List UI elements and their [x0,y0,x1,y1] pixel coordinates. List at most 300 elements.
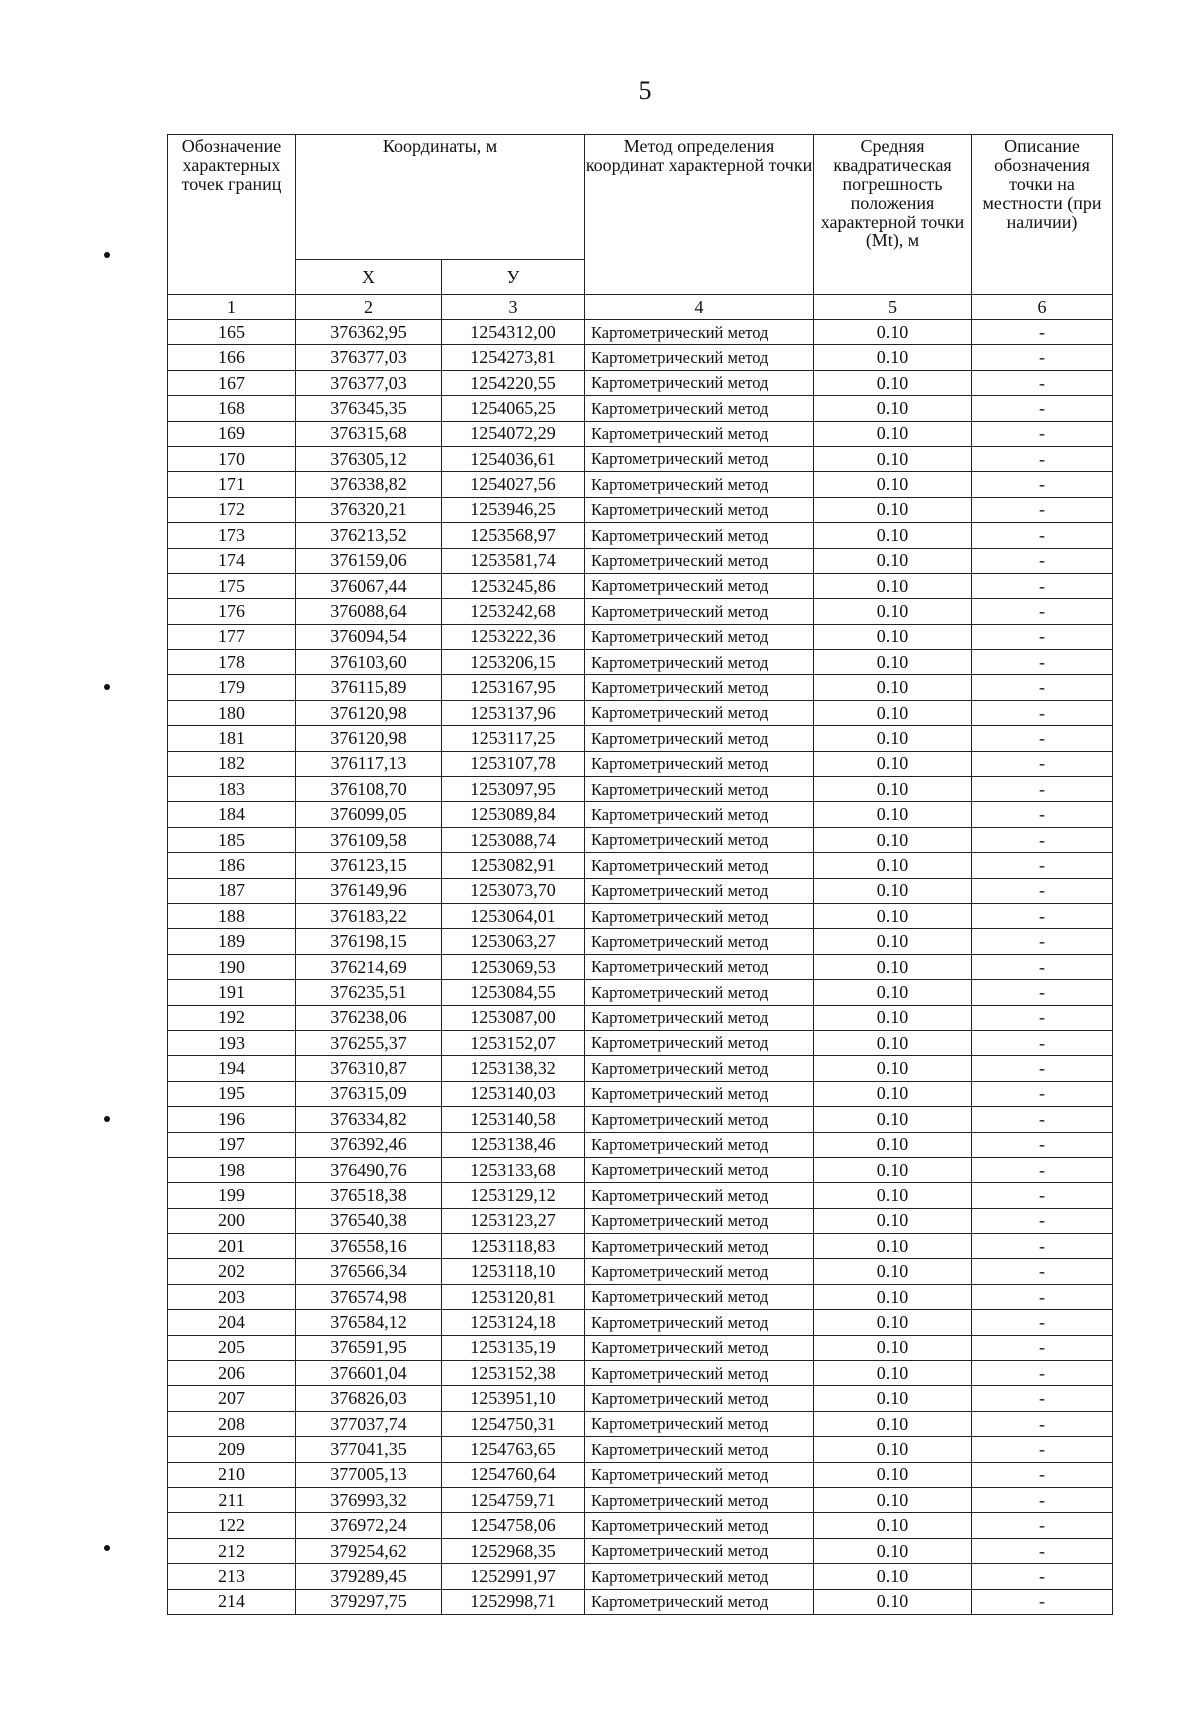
y-coordinate-cell: 1254220,55 [442,370,585,395]
point-cell: 174 [168,548,296,573]
error-cell: 0.10 [814,446,972,471]
y-coordinate-cell: 1253120,81 [442,1284,585,1309]
error-cell: 0.10 [814,878,972,903]
y-coordinate-cell: 1253140,58 [442,1107,585,1132]
error-cell: 0.10 [814,396,972,421]
description-cell: - [972,1462,1113,1487]
error-cell: 0.10 [814,650,972,675]
error-cell: 0.10 [814,1132,972,1157]
description-cell: - [972,345,1113,370]
x-coordinate-cell: 377005,13 [296,1462,442,1487]
table-row [168,929,1113,954]
description-cell: - [972,1564,1113,1589]
method-cell: Картометрический метод [585,573,814,598]
x-coordinate-cell: 376310,87 [296,1056,442,1081]
x-coordinate-cell: 376198,15 [296,929,442,954]
method-cell: Картометрический метод [585,903,814,928]
y-coordinate-cell: 1253138,32 [442,1056,585,1081]
table-row [168,1538,1113,1563]
method-cell: Картометрический метод [585,1462,814,1487]
column-number: 2 [296,295,442,320]
method-cell: Картометрический метод [585,345,814,370]
point-cell: 192 [168,1005,296,1030]
point-cell: 170 [168,446,296,471]
table-row [168,345,1113,370]
y-coordinate-cell: 1253568,97 [442,523,585,548]
x-coordinate-cell: 376566,34 [296,1259,442,1284]
x-coordinate-cell: 376115,89 [296,675,442,700]
x-coordinate-cell: 376993,32 [296,1487,442,1512]
error-cell: 0.10 [814,345,972,370]
point-cell: 213 [168,1564,296,1589]
y-coordinate-cell: 1253133,68 [442,1157,585,1182]
error-cell: 0.10 [814,1538,972,1563]
y-coordinate-cell: 1252991,97 [442,1564,585,1589]
table-row [168,1564,1113,1589]
x-coordinate-cell: 376109,58 [296,827,442,852]
method-cell: Картометрический метод [585,1361,814,1386]
table-row [168,751,1113,776]
error-cell: 0.10 [814,1437,972,1462]
description-cell: - [972,827,1113,852]
error-cell: 0.10 [814,1081,972,1106]
method-cell: Картометрический метод [585,929,814,954]
x-coordinate-cell: 376345,35 [296,396,442,421]
y-coordinate-cell: 1253118,83 [442,1234,585,1259]
y-coordinate-cell: 1253063,27 [442,929,585,954]
table-row [168,954,1113,979]
description-cell: - [972,675,1113,700]
x-coordinate-cell: 379289,45 [296,1564,442,1589]
method-cell: Картометрический метод [585,1386,814,1411]
y-coordinate-cell: 1253951,10 [442,1386,585,1411]
point-cell: 197 [168,1132,296,1157]
point-cell: 182 [168,751,296,776]
error-cell: 0.10 [814,777,972,802]
error-cell: 0.10 [814,1259,972,1284]
x-coordinate-cell: 376540,38 [296,1208,442,1233]
error-cell: 0.10 [814,675,972,700]
error-cell: 0.10 [814,1335,972,1360]
y-coordinate-cell: 1254759,71 [442,1487,585,1512]
table-row [168,573,1113,598]
table-row [168,878,1113,903]
description-cell: - [972,1157,1113,1182]
y-coordinate-cell: 1253123,27 [442,1208,585,1233]
point-cell: 188 [168,903,296,928]
description-cell: - [972,903,1113,928]
method-cell: Картометрический метод [585,726,814,751]
description-cell: - [972,802,1113,827]
error-cell: 0.10 [814,1564,972,1589]
point-cell: 186 [168,853,296,878]
column-number: 3 [442,295,585,320]
y-coordinate-cell: 1254065,25 [442,396,585,421]
point-cell: 214 [168,1589,296,1614]
column-number: 5 [814,295,972,320]
x-coordinate-cell: 376584,12 [296,1310,442,1335]
point-cell: 169 [168,421,296,446]
method-cell: Картометрический метод [585,1538,814,1563]
point-cell: 209 [168,1437,296,1462]
point-cell: 183 [168,777,296,802]
method-cell: Картометрический метод [585,1411,814,1436]
point-cell: 189 [168,929,296,954]
point-cell: 205 [168,1335,296,1360]
table-row [168,650,1113,675]
method-cell: Картометрический метод [585,446,814,471]
y-coordinate-cell: 1253089,84 [442,802,585,827]
point-cell: 190 [168,954,296,979]
point-cell: 212 [168,1538,296,1563]
y-coordinate-cell: 1253069,53 [442,954,585,979]
method-cell: Картометрический метод [585,1056,814,1081]
point-cell: 168 [168,396,296,421]
method-cell: Картометрический метод [585,675,814,700]
method-cell: Картометрический метод [585,827,814,852]
x-coordinate-cell: 376099,05 [296,802,442,827]
punch-hole-mark [104,1116,110,1122]
description-cell: - [972,421,1113,446]
table-row [168,1361,1113,1386]
y-coordinate-cell: 1253206,15 [442,650,585,675]
column-number: 6 [972,295,1113,320]
table-row [168,1513,1113,1538]
y-coordinate-cell: 1253137,96 [442,700,585,725]
description-cell: - [972,751,1113,776]
description-cell: - [972,1081,1113,1106]
method-cell: Картометрический метод [585,370,814,395]
method-cell: Картометрический метод [585,1183,814,1208]
description-cell: - [972,599,1113,624]
method-cell: Картометрический метод [585,1005,814,1030]
table-row [168,1030,1113,1055]
header-point-designation: Обозначение характерных точек границ [168,135,296,295]
x-coordinate-cell: 376213,52 [296,523,442,548]
table-row [168,396,1113,421]
table-row [168,1589,1113,1614]
method-cell: Картометрический метод [585,1437,814,1462]
page-number: 5 [638,76,652,105]
method-cell: Картометрический метод [585,802,814,827]
method-cell: Картометрический метод [585,523,814,548]
table-row [168,675,1113,700]
y-coordinate-cell: 1253242,68 [442,599,585,624]
x-coordinate-cell: 376183,22 [296,903,442,928]
x-coordinate-cell: 376315,09 [296,1081,442,1106]
error-cell: 0.10 [814,726,972,751]
description-cell: - [972,497,1113,522]
x-coordinate-cell: 376214,69 [296,954,442,979]
table-row [168,853,1113,878]
x-coordinate-cell: 376103,60 [296,650,442,675]
description-cell: - [972,929,1113,954]
point-cell: 191 [168,980,296,1005]
x-coordinate-cell: 377037,74 [296,1411,442,1436]
method-cell: Картометрический метод [585,624,814,649]
table-row [168,1208,1113,1233]
y-coordinate-cell: 1253245,86 [442,573,585,598]
table-row [168,1183,1113,1208]
point-cell: 179 [168,675,296,700]
x-coordinate-cell: 377041,35 [296,1437,442,1462]
x-coordinate-cell: 376392,46 [296,1132,442,1157]
x-coordinate-cell: 376117,13 [296,751,442,776]
point-cell: 200 [168,1208,296,1233]
y-coordinate-cell: 1253135,19 [442,1335,585,1360]
x-coordinate-cell: 376826,03 [296,1386,442,1411]
point-cell: 185 [168,827,296,852]
point-cell: 175 [168,573,296,598]
table-row [168,903,1113,928]
table-row [168,523,1113,548]
description-cell: - [972,1437,1113,1462]
y-coordinate-cell: 1253152,38 [442,1361,585,1386]
method-cell: Картометрический метод [585,497,814,522]
method-cell: Картометрический метод [585,1157,814,1182]
description-cell: - [972,1132,1113,1157]
method-cell: Картометрический метод [585,1234,814,1259]
x-coordinate-cell: 376094,54 [296,624,442,649]
point-cell: 171 [168,472,296,497]
description-cell: - [972,548,1113,573]
table-row [168,1056,1113,1081]
error-cell: 0.10 [814,523,972,548]
method-cell: Картометрический метод [585,1589,814,1614]
error-cell: 0.10 [814,929,972,954]
x-coordinate-cell: 379254,62 [296,1538,442,1563]
y-coordinate-cell: 1254758,06 [442,1513,585,1538]
description-cell: - [972,650,1113,675]
y-coordinate-cell: 1254273,81 [442,345,585,370]
table-row [168,472,1113,497]
x-coordinate-cell: 376255,37 [296,1030,442,1055]
x-coordinate-cell: 376120,98 [296,726,442,751]
point-cell: 204 [168,1310,296,1335]
method-cell: Картометрический метод [585,1564,814,1589]
y-coordinate-cell: 1252998,71 [442,1589,585,1614]
error-cell: 0.10 [814,624,972,649]
method-cell: Картометрический метод [585,1487,814,1512]
column-number: 1 [168,295,296,320]
method-cell: Картометрический метод [585,1513,814,1538]
description-cell: - [972,1284,1113,1309]
method-cell: Картометрический метод [585,700,814,725]
method-cell: Картометрический метод [585,980,814,1005]
x-coordinate-cell: 376238,06 [296,1005,442,1030]
error-cell: 0.10 [814,1487,972,1512]
method-cell: Картометрический метод [585,320,814,345]
description-cell: - [972,1259,1113,1284]
y-coordinate-cell: 1253138,46 [442,1132,585,1157]
method-cell: Картометрический метод [585,1208,814,1233]
y-coordinate-cell: 1253222,36 [442,624,585,649]
x-coordinate-cell: 376362,95 [296,320,442,345]
table-row [168,726,1113,751]
table-row [168,1132,1113,1157]
table-row [168,548,1113,573]
error-cell: 0.10 [814,1310,972,1335]
method-cell: Картометрический метод [585,599,814,624]
column-number: 4 [585,295,814,320]
point-cell: 207 [168,1386,296,1411]
y-coordinate-cell: 1254036,61 [442,446,585,471]
error-cell: 0.10 [814,599,972,624]
table-row [168,1234,1113,1259]
y-coordinate-cell: 1253073,70 [442,878,585,903]
x-coordinate-cell: 376377,03 [296,370,442,395]
point-cell: 178 [168,650,296,675]
punch-hole-mark [104,252,110,258]
description-cell: - [972,1056,1113,1081]
point-cell: 165 [168,320,296,345]
error-cell: 0.10 [814,1513,972,1538]
x-coordinate-cell: 376574,98 [296,1284,442,1309]
table-row [168,980,1113,1005]
table-row [168,777,1113,802]
error-cell: 0.10 [814,1183,972,1208]
point-cell: 166 [168,345,296,370]
point-cell: 176 [168,599,296,624]
error-cell: 0.10 [814,548,972,573]
error-cell: 0.10 [814,1107,972,1132]
x-coordinate-cell: 379297,75 [296,1589,442,1614]
table-row [168,1411,1113,1436]
y-coordinate-cell: 1254760,64 [442,1462,585,1487]
y-coordinate-cell: 1253118,10 [442,1259,585,1284]
description-cell: - [972,1411,1113,1436]
y-coordinate-cell: 1253581,74 [442,548,585,573]
table-row [168,1335,1113,1360]
description-cell: - [972,1310,1113,1335]
method-cell: Картометрический метод [585,1310,814,1335]
error-cell: 0.10 [814,1056,972,1081]
point-cell: 202 [168,1259,296,1284]
point-cell: 184 [168,802,296,827]
table-row [168,1157,1113,1182]
point-cell: 177 [168,624,296,649]
point-cell: 187 [168,878,296,903]
error-cell: 0.10 [814,573,972,598]
table-row [168,421,1113,446]
description-cell: - [972,320,1113,345]
point-cell: 211 [168,1487,296,1512]
y-coordinate-cell: 1253152,07 [442,1030,585,1055]
y-coordinate-cell: 1254312,00 [442,320,585,345]
description-cell: - [972,472,1113,497]
table-row [168,1462,1113,1487]
error-cell: 0.10 [814,954,972,979]
method-cell: Картометрический метод [585,1335,814,1360]
method-cell: Картометрический метод [585,878,814,903]
method-cell: Картометрический метод [585,853,814,878]
description-cell: - [972,726,1113,751]
method-cell: Картометрический метод [585,421,814,446]
error-cell: 0.10 [814,1386,972,1411]
description-cell: - [972,1361,1113,1386]
method-cell: Картометрический метод [585,1284,814,1309]
error-cell: 0.10 [814,1411,972,1436]
error-cell: 0.10 [814,751,972,776]
error-cell: 0.10 [814,497,972,522]
x-coordinate-cell: 376338,82 [296,472,442,497]
x-coordinate-cell: 376377,03 [296,345,442,370]
y-coordinate-cell: 1253088,74 [442,827,585,852]
point-cell: 203 [168,1284,296,1309]
point-cell: 172 [168,497,296,522]
table-row [168,446,1113,471]
description-cell: - [972,1335,1113,1360]
point-cell: 198 [168,1157,296,1182]
y-coordinate-cell: 1253097,95 [442,777,585,802]
point-cell: 173 [168,523,296,548]
table-row [168,1107,1113,1132]
point-cell: 195 [168,1081,296,1106]
x-coordinate-cell: 376159,06 [296,548,442,573]
error-cell: 0.10 [814,903,972,928]
header-x: X [296,260,442,295]
error-cell: 0.10 [814,320,972,345]
punch-hole-mark [104,1545,110,1551]
point-cell: 167 [168,370,296,395]
punch-hole-mark [104,684,110,690]
table-row [168,320,1113,345]
description-cell: - [972,1589,1113,1614]
header-description: Описание обозначения точки на местности (при наличии) [972,135,1113,295]
point-cell: 194 [168,1056,296,1081]
method-cell: Картометрический метод [585,1107,814,1132]
point-cell: 199 [168,1183,296,1208]
table-row [168,1437,1113,1462]
description-cell: - [972,1538,1113,1563]
error-cell: 0.10 [814,1005,972,1030]
description-cell: - [972,1030,1113,1055]
y-coordinate-cell: 1254750,31 [442,1411,585,1436]
table-row [168,1259,1113,1284]
x-coordinate-cell: 376305,12 [296,446,442,471]
y-coordinate-cell: 1254072,29 [442,421,585,446]
y-coordinate-cell: 1253107,78 [442,751,585,776]
error-cell: 0.10 [814,370,972,395]
error-cell: 0.10 [814,472,972,497]
table-row [168,1005,1113,1030]
y-coordinate-cell: 1253082,91 [442,853,585,878]
description-cell: - [972,446,1113,471]
error-cell: 0.10 [814,980,972,1005]
error-cell: 0.10 [814,827,972,852]
description-cell: - [972,573,1113,598]
table-row [168,827,1113,852]
error-cell: 0.10 [814,421,972,446]
y-coordinate-cell: 1253064,01 [442,903,585,928]
header-y: У [442,260,585,295]
point-cell: 193 [168,1030,296,1055]
description-cell: - [972,1234,1113,1259]
table-row [168,370,1113,395]
table-row [168,700,1113,725]
x-coordinate-cell: 376558,16 [296,1234,442,1259]
method-cell: Картометрический метод [585,1132,814,1157]
x-coordinate-cell: 376972,24 [296,1513,442,1538]
table-row [168,1487,1113,1512]
method-cell: Картометрический метод [585,1081,814,1106]
y-coordinate-cell: 1252968,35 [442,1538,585,1563]
y-coordinate-cell: 1253087,00 [442,1005,585,1030]
x-coordinate-cell: 376108,70 [296,777,442,802]
description-cell: - [972,1513,1113,1538]
x-coordinate-cell: 376518,38 [296,1183,442,1208]
description-cell: - [972,1487,1113,1512]
